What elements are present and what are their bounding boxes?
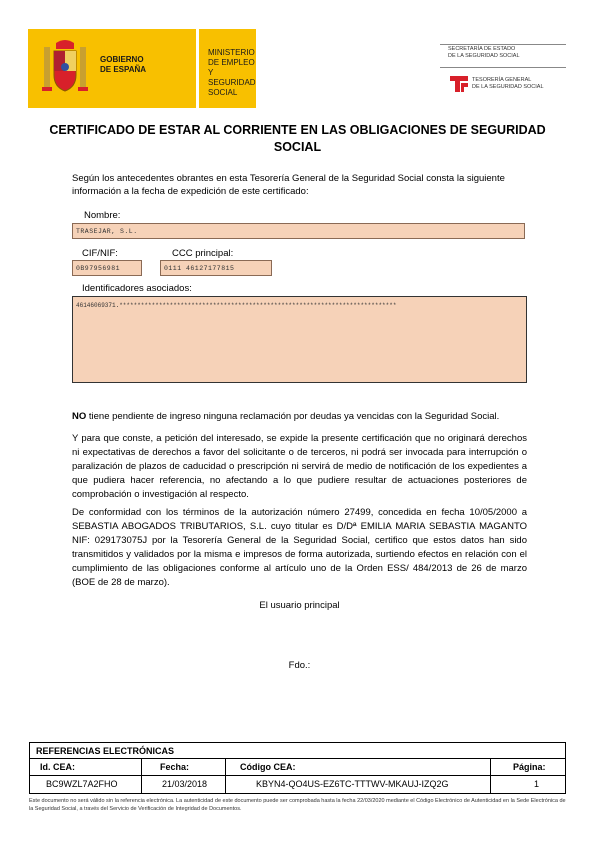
nombre-field: TRASEJAR, S.L. (72, 223, 525, 239)
no-debt-statement (72, 410, 527, 424)
ministry-name: MINISTERIO DE EMPLEO Y SEGURIDAD SOCIAL (208, 48, 256, 97)
table-rule (30, 758, 565, 759)
no-word: NO (72, 411, 87, 422)
table-rule (225, 758, 226, 794)
authorization-paragraph: De conformidad con los términos de la autorización número 27499, concedida en fecha 10/05/2000 a SEBASTIA ABOGADOS TRIBUTARIOS, S.L. cuyo titular es D/Dª EMILIA MARIA SEBASTIA MAGANTO NIF: 029173075J por la Tesorería General de la Seguridad Social, certifico que estos datos han sido transmitidos y validados por la misma e impresos de forma autorizada, surtiendo efectos en relación con el cumplimiento de las obligaciones conforme al artículo uno de la Orden ESS/ 484/2013 de 26 de marzo (BOE de 28 de marzo). (72, 507, 527, 588)
pagina-value: 1 (534, 779, 540, 789)
refs-heading: REFERENCIAS ELECTRÓNICAS (36, 746, 175, 756)
table-rule (30, 775, 565, 776)
government-banner (28, 29, 256, 108)
ccc-label: CCC principal: (172, 248, 234, 259)
id-cea-header: Id. CEA: (40, 762, 75, 772)
certification-paragraph: Y para que conste, a petición del interesado, se expide la presente certificación que no originará derechos ni expectativas de derechos a favor del solicitante o de terceros, ni podrá ser invocada para interrupción o paralización de plazos de caducidad o prescripción ni servirá de medio de notificación de los expedientes a que pudiera hacer referencia, no afectando a lo que pudiere resultar de actuaciones posteriores de comprobación o investigación al respecto. (72, 433, 527, 500)
tgss-logo-icon (448, 74, 470, 94)
disclaimer-text: Este documento no será válido sin la referencia electrónica. La autenticidad de este documento puede ser comprobada hasta la fecha 22/03/2020 mediante el Código Electrónico de Autenticidad en la Sede Electrónica de la Seguridad Social, a través del Servicio de Verificación de Integridad de Documentos. (29, 798, 566, 812)
electronic-references-table (29, 742, 566, 794)
nombre-label: Nombre: (84, 210, 121, 221)
identificadores-field: 46146069371.***************************************************************************** (72, 296, 527, 383)
table-rule (141, 758, 142, 794)
fecha-value: 21/03/2018 (162, 779, 208, 789)
document-title: CERTIFICADO DE ESTAR AL CORRIENTE EN LAS OBLIGACIONES DE SEGURIDAD SOCIAL (49, 123, 546, 154)
divider (440, 67, 566, 68)
no-debt-text: tiene pendiente de ingreso ninguna reclamación por deudas ya vencidas con la Seguridad Social. (86, 411, 500, 422)
signer-text: El usuario principal (259, 600, 340, 611)
banner-divider (196, 29, 199, 108)
tesoreria-name: TESORERÍA GENERAL DE LA SEGURIDAD SOCIAL (472, 77, 544, 90)
ccc-field: 0111 46127177815 (160, 260, 272, 276)
fdo-text: Fdo.: (288, 660, 311, 671)
table-rule (490, 758, 491, 794)
intro-text: Según los antecedentes obrantes en esta Tesorería General de la Seguridad Social consta la siguiente información a la fecha de expedición de este certificado: (72, 173, 505, 197)
identificadores-label: Identificadores asociados: (82, 283, 192, 294)
pagina-header: Página: (513, 762, 546, 772)
codigo-cea-header: Código CEA: (240, 762, 296, 772)
gov-name: GOBIERNO DE ESPAÑA (100, 55, 147, 74)
fecha-header: Fecha: (160, 762, 190, 772)
divider (440, 44, 566, 45)
cif-label: CIF/NIF: (82, 248, 118, 259)
codigo-cea-value: KBYN4-QO4US-EZ6TC-TTTWV-MKAUJ-IZQ2G (256, 779, 449, 789)
id-cea-value: BC9WZL7A2FHO (46, 779, 118, 789)
cif-field: 0B97956981 (72, 260, 142, 276)
coat-of-arms-icon (40, 37, 90, 99)
secretaria-name: SECRETARÍA DE ESTADO DE LA SEGURIDAD SOCIAL (448, 46, 520, 59)
